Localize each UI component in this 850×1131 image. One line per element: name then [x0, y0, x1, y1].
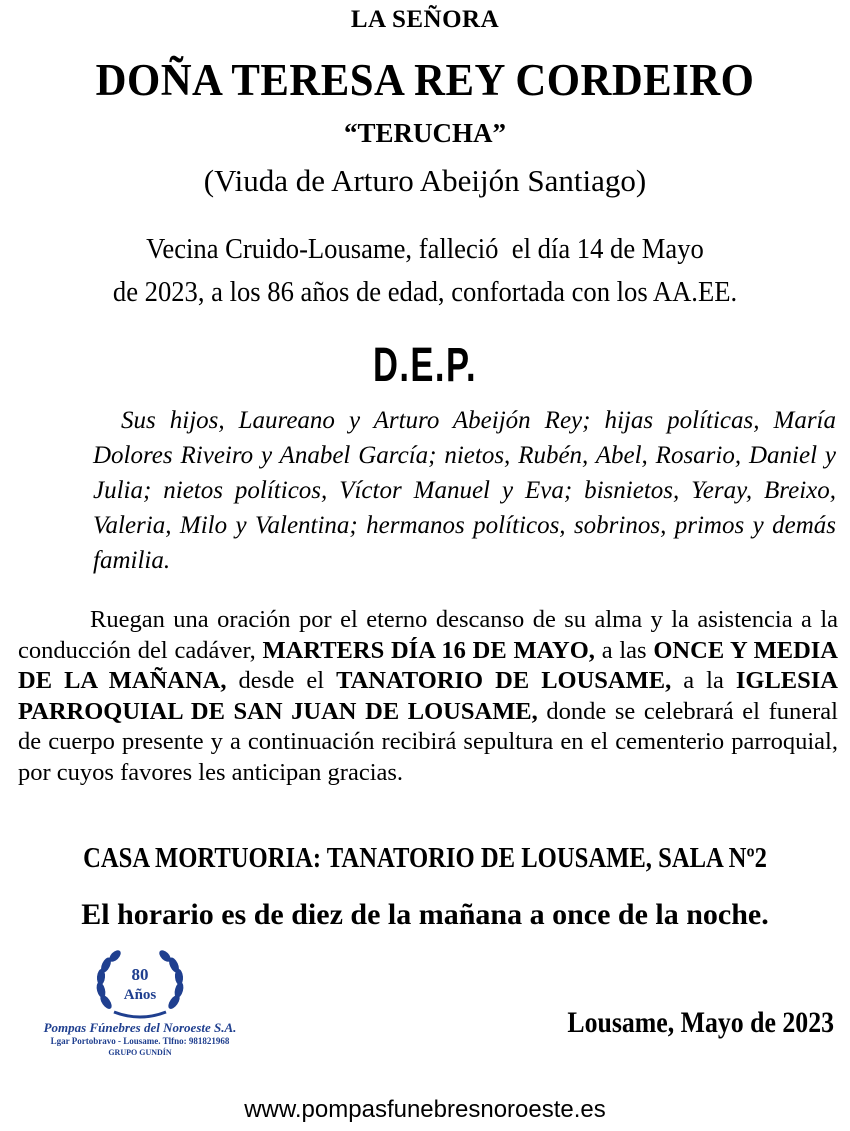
prayer-paragraph [18, 605, 838, 788]
place-date: Lousame, Mayo de 2023 [567, 1006, 834, 1039]
residence-line-1: Vecina Cruido-Lousame, falleció el día 14 de Mayo [146, 234, 704, 265]
prayer-text-1: Ruegan una oración por el eterno descanso de su alma y la asistencia a la conducción del cadáver, [18, 606, 838, 664]
nickname: “TERUCHA” [343, 118, 506, 148]
family-paragraph: Sus hijos, Laureano y Arturo Abeijón Rey; hijas políticas, María Dolores Riveiro y Anabel García; nietos, Rubén, Abel, Rosario, Daniel y Julia; nietos políticos, Víctor Manuel y Eva; bisnietos, Yeray, Breixo, Valeria, Milo y Valentina; hermanos políticos, sobrinos, primos y demás familia. [93, 407, 836, 574]
prayer-text-4: a la [671, 667, 736, 694]
funeral-date: MARTERS DÍA 16 DE MAYO, [262, 636, 595, 664]
title-prefix: LA SEÑORA [350, 6, 500, 33]
prayer-text-2: a las [594, 636, 654, 664]
funeral-time: ONCE Y MEDIA DE LA MAÑANA, [18, 636, 839, 694]
departure-place: TANATORIO DE LOUSAME, [336, 667, 672, 694]
company-address: Lgar Portobravo - Lousame. Tlfno: 981821968 [50, 1036, 230, 1046]
dep-heading: D.E.P. [372, 339, 478, 392]
company-name: Pompas Fúnebres del Noroeste S.A. [43, 1020, 237, 1035]
wake-location: CASA MORTUORIA: TANATORIO DE LOUSAME, SALA Nº2 [83, 843, 767, 874]
prayer-text-5: donde se celebrará el funeral de cuerpo presente y a continuación recibirá sepultura en el cementerio parroquial, por cuyos favores les anticipan gracias. [18, 697, 838, 786]
company-logo [20, 950, 260, 1080]
residence-line-2: de 2023, a los 86 años de edad, confortada con los AA.EE. [112, 277, 738, 308]
church: IGLESIA PARROQUIAL DE SAN JUAN DE LOUSAME, [18, 667, 838, 725]
deceased-name: DOÑA TERESA REY CORDEIRO [95, 55, 755, 105]
website-link[interactable]: www.pompasfunebresnoroeste.es [244, 1096, 606, 1123]
company-group: GRUPO GUNDÍN [108, 1048, 172, 1057]
prayer-text-3: desde el [226, 667, 337, 694]
badge-word: Años [123, 987, 157, 1003]
badge-number: 80 [131, 965, 149, 984]
laurel-wreath-icon [92, 950, 188, 1020]
widow-of: (Viuda de Arturo Abeijón Santiago) [203, 163, 647, 198]
visiting-hours: El horario es de diez de la mañana a once de la noche. [81, 898, 769, 931]
